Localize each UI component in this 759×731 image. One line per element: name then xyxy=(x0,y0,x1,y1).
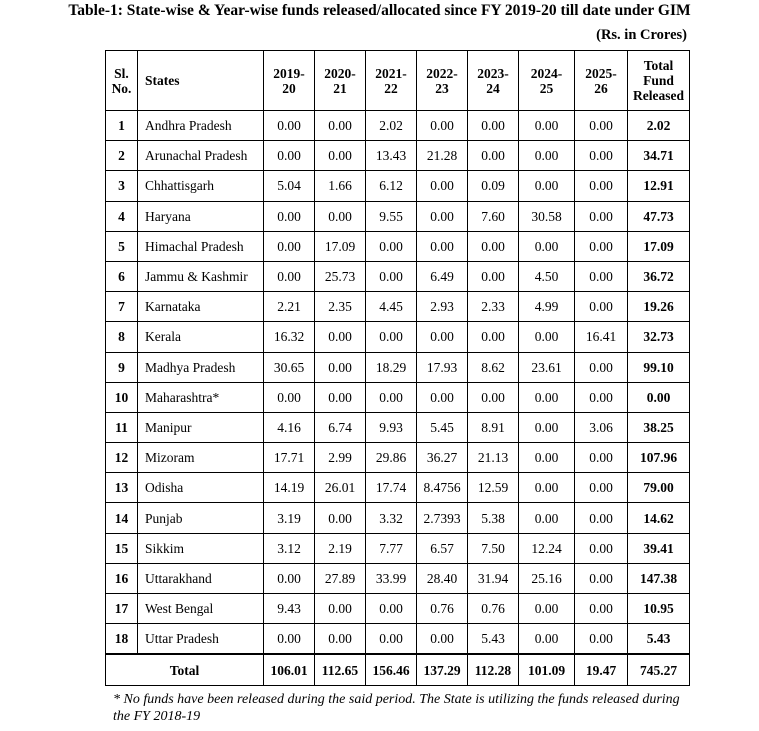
value-cell: 6.49 xyxy=(417,261,468,291)
state-name-cell: Jammu & Kashmir xyxy=(138,261,264,291)
sl-no-cell: 17 xyxy=(106,594,138,624)
row-total-cell: 5.43 xyxy=(628,624,690,655)
value-cell: 7.60 xyxy=(468,201,519,231)
sl-no-cell: 5 xyxy=(106,231,138,261)
value-cell: 0.00 xyxy=(264,261,315,291)
value-cell: 0.00 xyxy=(468,382,519,412)
value-cell: 9.55 xyxy=(366,201,417,231)
value-cell: 0.00 xyxy=(519,322,575,352)
value-cell: 28.40 xyxy=(417,563,468,593)
value-cell: 0.00 xyxy=(575,231,628,261)
table-row xyxy=(106,261,690,291)
value-cell: 25.16 xyxy=(519,563,575,593)
header-year: 2025- 26 xyxy=(575,51,628,111)
header-sl-no: Sl. No. xyxy=(106,51,138,111)
sl-no-cell: 6 xyxy=(106,261,138,291)
value-cell: 6.57 xyxy=(417,533,468,563)
state-name-cell: Himachal Pradesh xyxy=(138,231,264,261)
value-cell: 6.74 xyxy=(315,412,366,442)
value-cell: 0.00 xyxy=(264,141,315,171)
value-cell: 2.19 xyxy=(315,533,366,563)
value-cell: 0.00 xyxy=(315,322,366,352)
sl-no-cell: 8 xyxy=(106,322,138,352)
value-cell: 0.00 xyxy=(575,563,628,593)
value-cell: 0.00 xyxy=(519,443,575,473)
value-cell: 3.32 xyxy=(366,503,417,533)
value-cell: 0.00 xyxy=(468,111,519,141)
table-row xyxy=(106,292,690,322)
table-row xyxy=(106,533,690,563)
value-cell: 0.00 xyxy=(315,503,366,533)
total-cell: 156.46 xyxy=(366,654,417,686)
value-cell: 8.4756 xyxy=(417,473,468,503)
row-total-cell: 34.71 xyxy=(628,141,690,171)
sl-no-cell: 18 xyxy=(106,624,138,655)
value-cell: 27.89 xyxy=(315,563,366,593)
value-cell: 23.61 xyxy=(519,352,575,382)
state-name-cell: Manipur xyxy=(138,412,264,442)
value-cell: 3.19 xyxy=(264,503,315,533)
value-cell: 25.73 xyxy=(315,261,366,291)
value-cell: 4.50 xyxy=(519,261,575,291)
value-cell: 0.00 xyxy=(575,261,628,291)
state-name-cell: Karnataka xyxy=(138,292,264,322)
value-cell: 0.00 xyxy=(417,231,468,261)
value-cell: 0.00 xyxy=(575,111,628,141)
value-cell: 2.35 xyxy=(315,292,366,322)
value-cell: 0.00 xyxy=(366,382,417,412)
table-row xyxy=(106,503,690,533)
total-row xyxy=(106,654,690,686)
total-cell: 106.01 xyxy=(264,654,315,686)
value-cell: 7.77 xyxy=(366,533,417,563)
table-row xyxy=(106,231,690,261)
sl-no-cell: 16 xyxy=(106,563,138,593)
header-year: 2024- 25 xyxy=(519,51,575,111)
row-total-cell: 10.95 xyxy=(628,594,690,624)
value-cell: 0.00 xyxy=(519,624,575,655)
header-year: 2022- 23 xyxy=(417,51,468,111)
sl-no-cell: 2 xyxy=(106,141,138,171)
value-cell: 0.00 xyxy=(264,382,315,412)
value-cell: 0.00 xyxy=(575,473,628,503)
value-cell: 5.38 xyxy=(468,503,519,533)
value-cell: 17.93 xyxy=(417,352,468,382)
sl-no-cell: 12 xyxy=(106,443,138,473)
value-cell: 0.00 xyxy=(315,624,366,655)
value-cell: 4.45 xyxy=(366,292,417,322)
table-row xyxy=(106,594,690,624)
row-total-cell: 147.38 xyxy=(628,563,690,593)
state-name-cell: Maharashtra* xyxy=(138,382,264,412)
value-cell: 0.00 xyxy=(366,261,417,291)
header-year: 2021- 22 xyxy=(366,51,417,111)
state-name-cell: Andhra Pradesh xyxy=(138,111,264,141)
value-cell: 5.45 xyxy=(417,412,468,442)
value-cell: 6.12 xyxy=(366,171,417,201)
state-name-cell: West Bengal xyxy=(138,594,264,624)
value-cell: 3.12 xyxy=(264,533,315,563)
value-cell: 8.91 xyxy=(468,412,519,442)
table-row xyxy=(106,563,690,593)
state-name-cell: Odisha xyxy=(138,473,264,503)
row-total-cell: 14.62 xyxy=(628,503,690,533)
table-title: Table-1: State-wise & Year-wise funds released/allocated since FY 2019-20 till date under GIM xyxy=(68,2,691,19)
value-cell: 0.00 xyxy=(468,322,519,352)
sl-no-cell: 11 xyxy=(106,412,138,442)
value-cell: 3.06 xyxy=(575,412,628,442)
value-cell: 0.00 xyxy=(366,322,417,352)
state-name-cell: Uttarakhand xyxy=(138,563,264,593)
header-row xyxy=(106,51,690,111)
state-name-cell: Kerala xyxy=(138,322,264,352)
grand-total-cell: 745.27 xyxy=(628,654,690,686)
value-cell: 0.00 xyxy=(417,624,468,655)
header-year: 2019- 20 xyxy=(264,51,315,111)
row-total-cell: 79.00 xyxy=(628,473,690,503)
total-cell: 101.09 xyxy=(519,654,575,686)
value-cell: 0.00 xyxy=(575,443,628,473)
funds-table xyxy=(105,50,690,686)
footnote: * No funds have been released during the said period. The State is utilizing the funds released during the FY 2018-19 xyxy=(113,692,680,724)
value-cell: 12.24 xyxy=(519,533,575,563)
value-cell: 2.99 xyxy=(315,443,366,473)
value-cell: 33.99 xyxy=(366,563,417,593)
state-name-cell: Madhya Pradesh xyxy=(138,352,264,382)
value-cell: 0.00 xyxy=(315,141,366,171)
value-cell: 0.00 xyxy=(519,141,575,171)
value-cell: 36.27 xyxy=(417,443,468,473)
total-label: Total xyxy=(106,654,264,686)
table-row xyxy=(106,352,690,382)
value-cell: 0.00 xyxy=(519,503,575,533)
value-cell: 0.00 xyxy=(468,231,519,261)
value-cell: 0.00 xyxy=(575,503,628,533)
value-cell: 0.00 xyxy=(519,111,575,141)
table-row xyxy=(106,201,690,231)
row-total-cell: 47.73 xyxy=(628,201,690,231)
row-total-cell: 2.02 xyxy=(628,111,690,141)
unit-label: (Rs. in Crores) xyxy=(596,27,687,43)
value-cell: 0.00 xyxy=(575,352,628,382)
value-cell: 0.00 xyxy=(519,171,575,201)
row-total-cell: 99.10 xyxy=(628,352,690,382)
table-row xyxy=(106,473,690,503)
sl-no-cell: 9 xyxy=(106,352,138,382)
value-cell: 7.50 xyxy=(468,533,519,563)
value-cell: 30.65 xyxy=(264,352,315,382)
header-year: 2023- 24 xyxy=(468,51,519,111)
sl-no-cell: 4 xyxy=(106,201,138,231)
value-cell: 4.99 xyxy=(519,292,575,322)
value-cell: 0.00 xyxy=(417,201,468,231)
value-cell: 1.66 xyxy=(315,171,366,201)
row-total-cell: 19.26 xyxy=(628,292,690,322)
table-row xyxy=(106,141,690,171)
value-cell: 0.00 xyxy=(264,111,315,141)
header-total-fund: Total Fund Released xyxy=(628,51,690,111)
value-cell: 18.29 xyxy=(366,352,417,382)
value-cell: 0.00 xyxy=(315,352,366,382)
value-cell: 0.00 xyxy=(575,624,628,655)
value-cell: 2.33 xyxy=(468,292,519,322)
value-cell: 2.93 xyxy=(417,292,468,322)
value-cell: 17.71 xyxy=(264,443,315,473)
table-row xyxy=(106,412,690,442)
value-cell: 16.41 xyxy=(575,322,628,352)
value-cell: 5.04 xyxy=(264,171,315,201)
header-states: States xyxy=(138,51,264,111)
table-row xyxy=(106,322,690,352)
row-total-cell: 36.72 xyxy=(628,261,690,291)
value-cell: 0.00 xyxy=(366,231,417,261)
value-cell: 26.01 xyxy=(315,473,366,503)
value-cell: 16.32 xyxy=(264,322,315,352)
value-cell: 17.74 xyxy=(366,473,417,503)
value-cell: 21.28 xyxy=(417,141,468,171)
value-cell: 0.00 xyxy=(575,201,628,231)
table-row xyxy=(106,443,690,473)
table-row xyxy=(106,111,690,141)
value-cell: 0.00 xyxy=(575,533,628,563)
value-cell: 0.00 xyxy=(417,322,468,352)
value-cell: 0.00 xyxy=(575,171,628,201)
value-cell: 0.00 xyxy=(417,382,468,412)
value-cell: 21.13 xyxy=(468,443,519,473)
total-cell: 112.28 xyxy=(468,654,519,686)
row-total-cell: 12.91 xyxy=(628,171,690,201)
value-cell: 8.62 xyxy=(468,352,519,382)
value-cell: 5.43 xyxy=(468,624,519,655)
sl-no-cell: 10 xyxy=(106,382,138,412)
value-cell: 0.00 xyxy=(575,141,628,171)
value-cell: 0.09 xyxy=(468,171,519,201)
value-cell: 9.43 xyxy=(264,594,315,624)
row-total-cell: 17.09 xyxy=(628,231,690,261)
value-cell: 0.00 xyxy=(417,171,468,201)
value-cell: 0.00 xyxy=(315,111,366,141)
state-name-cell: Sikkim xyxy=(138,533,264,563)
value-cell: 0.00 xyxy=(519,412,575,442)
row-total-cell: 0.00 xyxy=(628,382,690,412)
value-cell: 0.00 xyxy=(264,201,315,231)
value-cell: 0.00 xyxy=(417,111,468,141)
row-total-cell: 38.25 xyxy=(628,412,690,442)
value-cell: 0.76 xyxy=(417,594,468,624)
row-total-cell: 39.41 xyxy=(628,533,690,563)
value-cell: 2.21 xyxy=(264,292,315,322)
table-row xyxy=(106,624,690,655)
value-cell: 0.00 xyxy=(315,594,366,624)
value-cell: 0.00 xyxy=(519,231,575,261)
value-cell: 30.58 xyxy=(519,201,575,231)
value-cell: 0.00 xyxy=(519,382,575,412)
value-cell: 14.19 xyxy=(264,473,315,503)
sl-no-cell: 1 xyxy=(106,111,138,141)
value-cell: 0.00 xyxy=(575,292,628,322)
value-cell: 0.00 xyxy=(575,382,628,412)
state-name-cell: Chhattisgarh xyxy=(138,171,264,201)
row-total-cell: 32.73 xyxy=(628,322,690,352)
value-cell: 0.00 xyxy=(366,624,417,655)
value-cell: 29.86 xyxy=(366,443,417,473)
state-name-cell: Punjab xyxy=(138,503,264,533)
value-cell: 31.94 xyxy=(468,563,519,593)
value-cell: 0.00 xyxy=(519,473,575,503)
sl-no-cell: 15 xyxy=(106,533,138,563)
total-cell: 112.65 xyxy=(315,654,366,686)
value-cell: 13.43 xyxy=(366,141,417,171)
table-row xyxy=(106,171,690,201)
table-row xyxy=(106,382,690,412)
value-cell: 12.59 xyxy=(468,473,519,503)
value-cell: 0.00 xyxy=(468,141,519,171)
value-cell: 9.93 xyxy=(366,412,417,442)
value-cell: 0.00 xyxy=(264,231,315,261)
value-cell: 17.09 xyxy=(315,231,366,261)
row-total-cell: 107.96 xyxy=(628,443,690,473)
value-cell: 0.00 xyxy=(264,563,315,593)
value-cell: 0.76 xyxy=(468,594,519,624)
state-name-cell: Haryana xyxy=(138,201,264,231)
total-cell: 137.29 xyxy=(417,654,468,686)
sl-no-cell: 7 xyxy=(106,292,138,322)
value-cell: 0.00 xyxy=(315,382,366,412)
value-cell: 2.7393 xyxy=(417,503,468,533)
value-cell: 0.00 xyxy=(519,594,575,624)
state-name-cell: Arunachal Pradesh xyxy=(138,141,264,171)
value-cell: 0.00 xyxy=(315,201,366,231)
value-cell: 2.02 xyxy=(366,111,417,141)
value-cell: 4.16 xyxy=(264,412,315,442)
value-cell: 0.00 xyxy=(366,594,417,624)
sl-no-cell: 13 xyxy=(106,473,138,503)
sl-no-cell: 14 xyxy=(106,503,138,533)
header-year: 2020- 21 xyxy=(315,51,366,111)
value-cell: 0.00 xyxy=(575,594,628,624)
state-name-cell: Mizoram xyxy=(138,443,264,473)
total-cell: 19.47 xyxy=(575,654,628,686)
state-name-cell: Uttar Pradesh xyxy=(138,624,264,655)
value-cell: 0.00 xyxy=(468,261,519,291)
value-cell: 0.00 xyxy=(264,624,315,655)
sl-no-cell: 3 xyxy=(106,171,138,201)
